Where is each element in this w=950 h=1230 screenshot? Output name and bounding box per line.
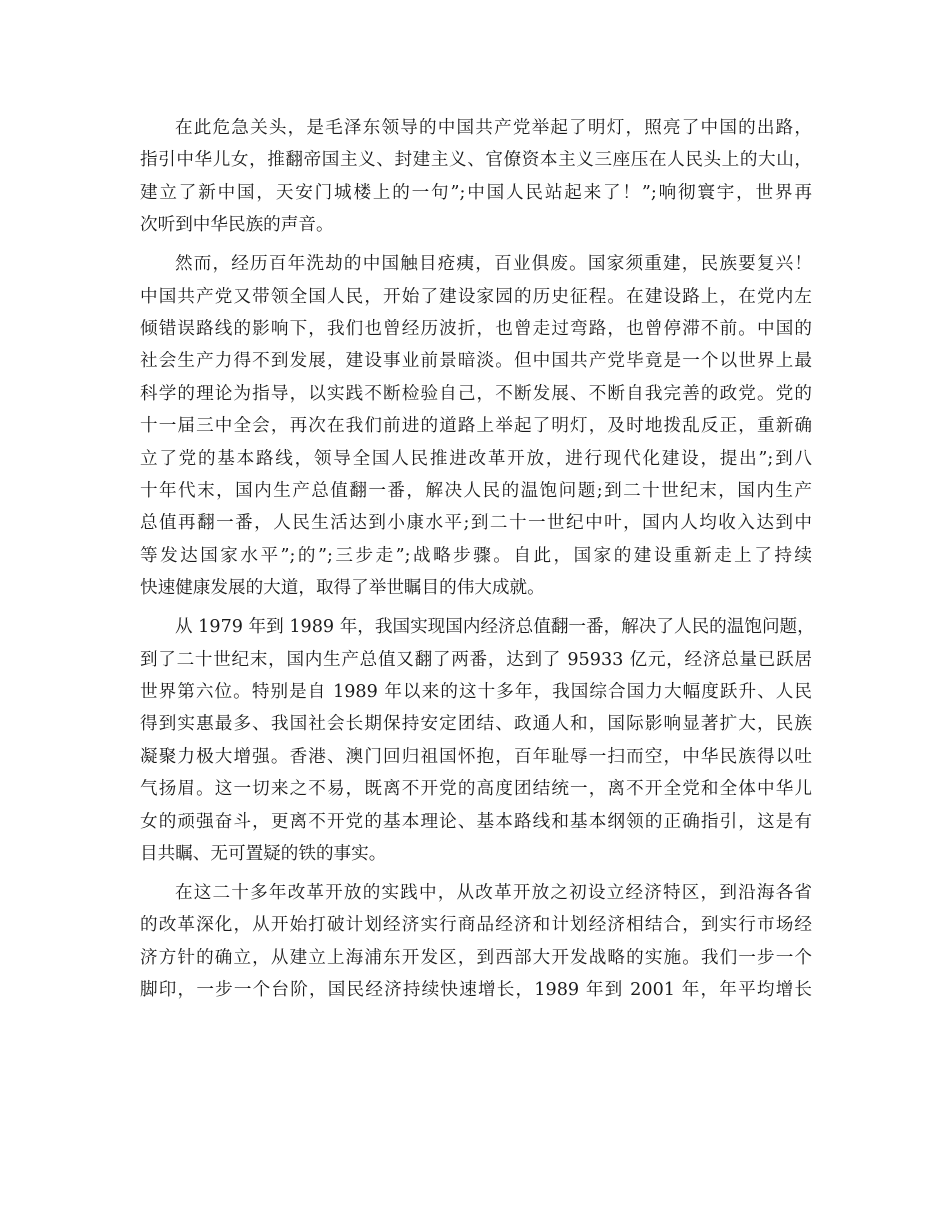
paragraph-line: 在此危急关头，是毛泽东领导的中国共产党举起了明灯，照亮了中国的出路， <box>175 118 812 138</box>
paragraph-line: 次听到中华民族的声音。 <box>140 215 334 236</box>
paragraph-line: 等发达国家水平”;的”;三步走”;战略步骤。自此，国家的建设重新走上了持续 <box>140 545 812 566</box>
paragraph-line: 济方针的确立，从建立上海浦东开发区，到西部大开发战略的实施。我们一步一个 <box>140 947 812 968</box>
paragraph-line: 然而，经历百年洗劫的中国触目疮痍，百业俱废。国家须重建，民族要复兴！ <box>175 254 812 275</box>
document-body <box>140 112 815 1013</box>
paragraph-line: 气扬眉。这一切来之不易，既离不开党的高度团结统一，离不开全党和全体中华儿 <box>140 779 812 800</box>
paragraph-line: 立了党的基本路线，领导全国人民推进改革开放，进行现代化建设，提出”;到八 <box>140 448 812 469</box>
paragraph-line: 建立了新中国，天安门城楼上的一句”;中国人民站起来了！”;响彻寰宇，世界再 <box>140 182 812 203</box>
paragraph-line: 中国共产党又带领全国人民，开始了建设家园的历史征程。在建设路上，在党内左 <box>140 286 812 307</box>
paragraph-line: 快速健康发展的大道，取得了举世瞩目的伟大成就。 <box>140 578 545 599</box>
paragraph-line: 社会生产力得不到发展，建设事业前景暗淡。但中国共产党毕竟是一个以世界上最 <box>140 351 812 372</box>
paragraph-line: 十年代末，国内生产总值翻一番，解决人民的温饱问题;到二十世纪末，国内生产 <box>140 480 812 501</box>
paragraph-line: 总值再翻一番，人民生活达到小康水平;到二十一世纪中叶，国内人均收入达到中 <box>140 513 812 534</box>
paragraph-line: 凝聚力极大增强。香港、澳门回归祖国怀抱，百年耻辱一扫而空，中华民族得以吐 <box>140 746 812 767</box>
paragraph-line: 指引中华儿女，推翻帝国主义、封建主义、官僚资本主义三座压在人民头上的大山， <box>140 150 812 171</box>
paragraph-line: 目共瞩、无可置疑的铁的事实。 <box>140 843 387 864</box>
paragraph-line: 从 1979 年到 1989 年，我国实现国内经济总值翻一番，解决了人民的温饱问题， <box>175 617 815 638</box>
paragraph <box>140 611 815 870</box>
paragraph <box>140 112 812 242</box>
paragraph <box>140 248 812 604</box>
paragraph-line: 得到实惠最多、我国社会长期保持安定团结、政通人和，国际影响显著扩大，民族 <box>140 714 812 735</box>
paragraph-line: 倾错误路线的影响下，我们也曾经历波折，也曾走过弯路，也曾停滞不前。中国的 <box>140 318 812 339</box>
paragraph-line: 女的顽强奋斗，更离不开党的基本理论、基本路线和基本纲领的正确指引，这是有 <box>140 811 812 832</box>
paragraph-line: 到了二十世纪末，国内生产总值又翻了两番，达到了 95933 亿元，经济总量已跃居 <box>140 649 812 670</box>
paragraph-line: 的改革深化，从开始打破计划经济实行商品经济和计划经济相结合，到实行市场经 <box>140 915 812 936</box>
paragraph-line: 科学的理论为指导，以实践不断检验自己，不断发展、不断自我完善的政党。党的 <box>140 383 812 404</box>
paragraph-line: 世界第六位。特别是自 1989 年以来的这十多年，我国综合国力大幅度跃升、人民 <box>140 681 812 702</box>
paragraph-line: 在这二十多年改革开放的实践中，从改革开放之初设立经济特区，到沿海各省 <box>175 882 812 903</box>
paragraph-line: 脚印，一步一个台阶，国民经济持续快速增长，1989 年到 2001 年，年平均增长 <box>140 980 812 1001</box>
paragraph <box>140 877 812 1007</box>
paragraph-line: 十一届三中全会，再次在我们前进的道路上举起了明灯，及时地拨乱反正，重新确 <box>140 416 812 437</box>
